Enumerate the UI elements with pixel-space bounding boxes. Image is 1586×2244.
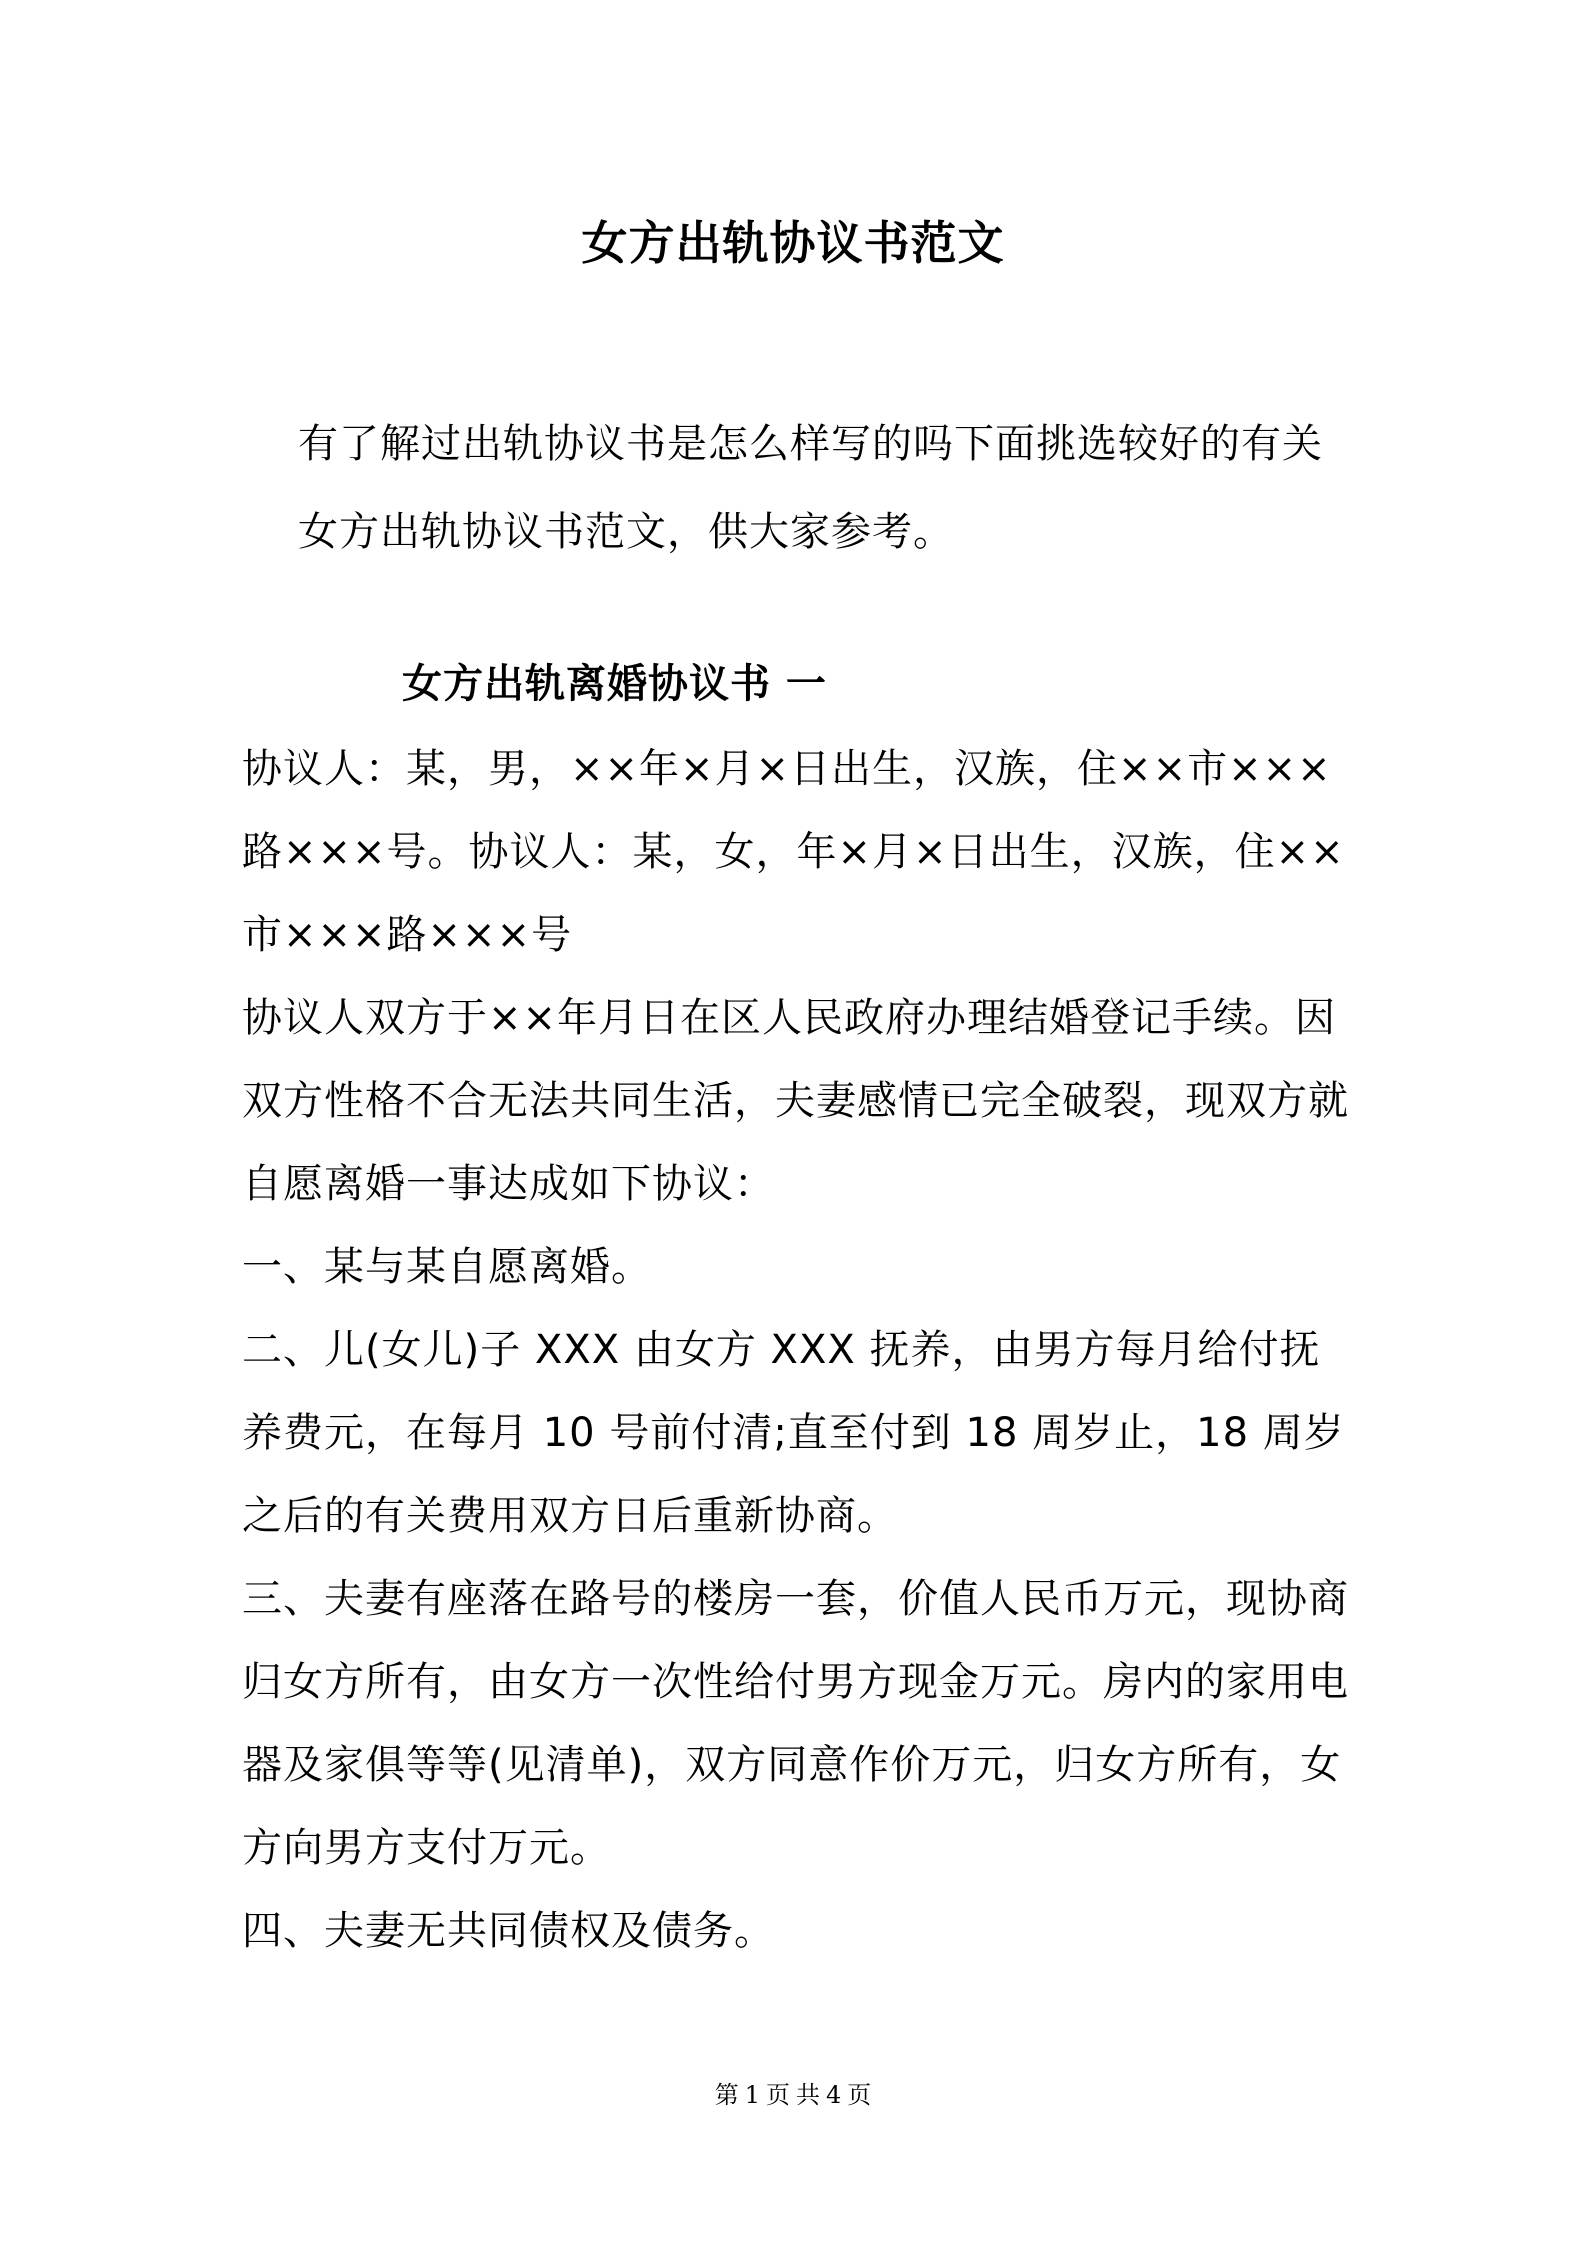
footer-page-word: 页 <box>766 2081 790 2109</box>
intro-paragraph: 有了解过出轨协议书是怎么样写的吗下面挑选较好的有关女方出轨协议书范文，供大家参考。 <box>298 421 1323 555</box>
parties-paragraph: 协议人：某，男，××年×月×日出生，汉族，住××市×××路×××号。协议人：某，女，年×月×日出生，汉族，住××市×××路×××号 <box>242 746 1345 958</box>
footer-page-word-end: 页 <box>847 2081 872 2109</box>
clause-3: 三、夫妻有座落在路号的楼房一套，价值人民币万元，现协商归女方所有，由女方一次性给付男方现金万元。房内的家用电器及家俱等等(见清单)，双方同意作价万元，归女方所有，女方向男方支付万元。 <box>242 1576 1349 1871</box>
clause-2: 二、儿(女儿)子 XXX 由女方 XXX 抚养，由男方每月给付抚养费元，在每月 10 号前付清;直至付到 18 周岁止，18 周岁之后的有关费用双方日后重新协商。 <box>242 1327 1345 1539</box>
section-subtitle: 女方出轨离婚协议书 一 <box>402 661 827 707</box>
footer-page-label: 第 <box>714 2081 739 2109</box>
document-title: 女方出轨协议书范文 <box>581 216 1005 270</box>
clause-4: 四、夫妻无共同债权及债务。 <box>242 1908 775 1954</box>
footer-current-page: 1 <box>744 2081 760 2109</box>
background-paragraph: 协议人双方于××年月日在区人民政府办理结婚登记手续。因双方性格不合无法共同生活，夫妻感情已完全破裂，现双方就自愿离婚一事达成如下协议： <box>242 995 1349 1207</box>
footer-total-pages: 4 <box>826 2081 842 2109</box>
page-footer <box>0 2078 1586 2112</box>
clause-1: 一、某与某自愿离婚。 <box>242 1244 652 1290</box>
footer-total-label: 共 <box>796 2081 820 2109</box>
agreement-body <box>242 728 1360 1973</box>
